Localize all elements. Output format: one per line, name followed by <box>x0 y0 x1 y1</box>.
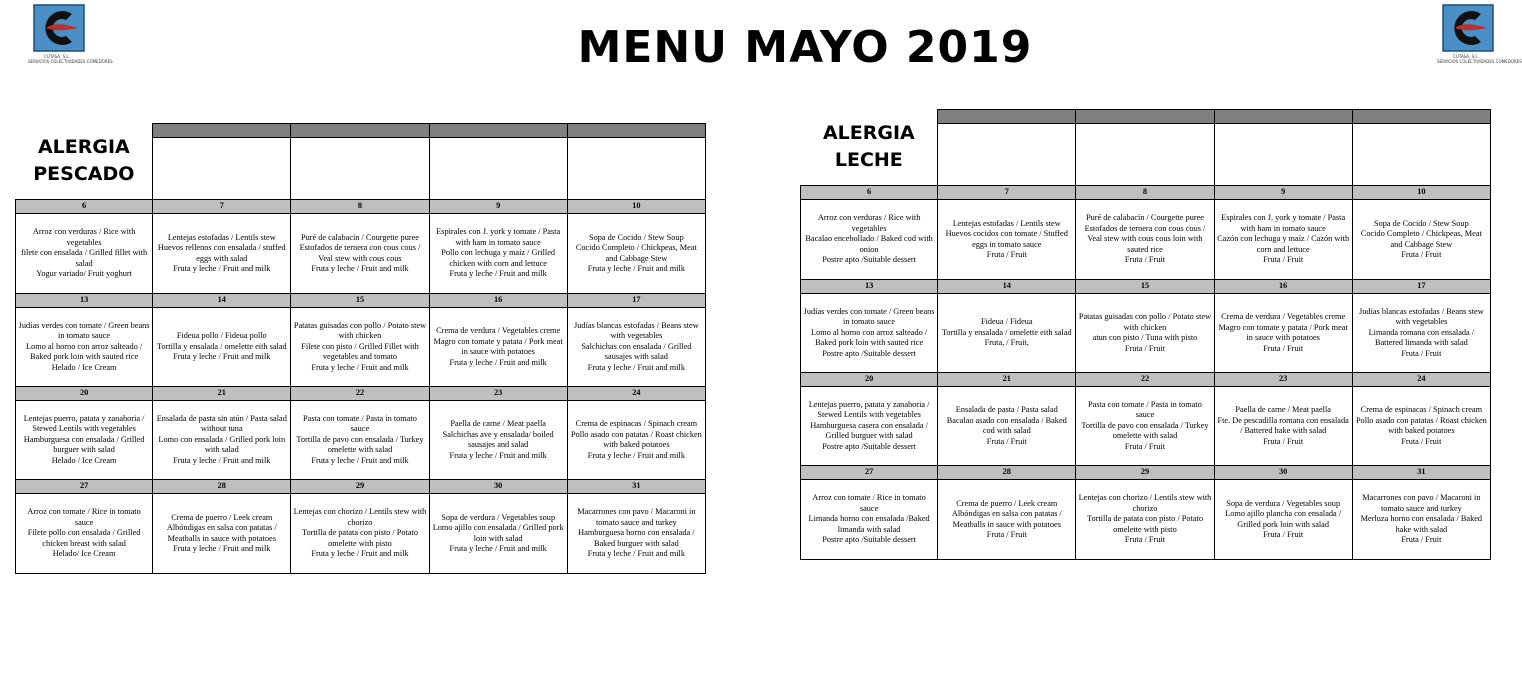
first-course: Crema de verdura / Vegetables creme <box>1221 312 1346 321</box>
meal-cell <box>1076 480 1214 560</box>
header-bar-cell <box>938 110 1076 124</box>
dessert: Fruta / Fruit <box>986 436 1027 446</box>
day-number: 15 <box>291 294 429 308</box>
company-logo-left <box>28 4 113 66</box>
first-course: Crema de espinacas / Spinach cream <box>575 419 698 428</box>
day-number: 22 <box>1076 373 1214 387</box>
blank-header-cell <box>1214 124 1352 186</box>
dessert: Fruta / Fruit <box>1401 436 1442 446</box>
day-number: 7 <box>938 186 1076 200</box>
second-course: Lomo ajillo plancha con ensalada / Grilled pork loin with salad <box>1225 509 1342 529</box>
day-number: 28 <box>153 480 291 494</box>
dessert: Fruta y leche / Fruit and milk <box>311 362 409 372</box>
dessert: Fruta / Fruit <box>1124 441 1166 451</box>
second-course: Tortilla y ensalada / omelette eith salad <box>941 327 1072 337</box>
day-number: 14 <box>938 280 1076 294</box>
dessert: Fruta y leche / Fruit and milk <box>173 544 271 553</box>
day-number: 30 <box>429 480 567 494</box>
allergy-label-line: ALERGIA <box>37 136 130 159</box>
dessert: Fruta / Fruit <box>1124 535 1166 545</box>
day-number: 30 <box>1214 466 1352 480</box>
blank-header-cell <box>938 124 1076 186</box>
blank-header-cell <box>153 138 291 200</box>
second-course: Lomo con ensalada / Grilled pork loin with salad <box>158 434 286 455</box>
menu-table-milk-allergy <box>800 109 1491 560</box>
second-course: Lomo ajillo con ensalada / Grilled pork loin with salad <box>432 523 564 543</box>
day-number: 29 <box>1076 466 1214 480</box>
meal-cell <box>291 494 429 574</box>
logo-brand: CUTASA, S.L. <box>44 54 70 59</box>
second-course: Hamburguesa horno con ensalada / Baked burguer with salad <box>578 528 695 548</box>
cutasa-logo-icon <box>28 4 86 54</box>
header-bar-cell <box>291 124 429 138</box>
dessert: Postre apto /Suitable dessert <box>822 535 916 545</box>
blank-header-cell <box>1076 124 1214 186</box>
page-title: MENU MAYO 2019 <box>577 22 1033 73</box>
day-number: 7 <box>153 200 291 214</box>
second-course: Tortilla de patata con pisto / Potato omelette with pisto <box>301 528 418 548</box>
second-course: Salchichas ave y ensalada/ boiled sausajes and salad <box>442 429 554 449</box>
dessert: Fruta y leche / Fruit and milk <box>587 450 685 460</box>
day-number: 8 <box>291 200 429 214</box>
dessert: Fruta y leche / Fruit and milk <box>449 450 547 460</box>
first-course: Fideua pollo / Fideua pollo <box>176 331 267 341</box>
meal-cell <box>801 480 938 560</box>
header-bar-cell <box>1214 110 1352 124</box>
meal-cell <box>291 401 429 480</box>
first-course: Lentejas puerro, patata y zanahoria / Stewed Lentils with vegetables <box>23 413 145 434</box>
header-bar-cell <box>1076 110 1214 124</box>
day-number: 23 <box>429 387 567 401</box>
dessert: Postre apto /Suitable dessert <box>822 441 916 451</box>
dessert: Helado / Ice Cream <box>51 455 117 465</box>
meal-cell <box>16 308 153 387</box>
first-course: Macarrones con pavo / Macaroni in tomato sauce and turkey <box>1362 493 1481 513</box>
blank-header-cell <box>291 138 429 200</box>
logo-tagline: SERVICIOS COLECTIVIDADES COMEDORES <box>1437 59 1522 64</box>
meal-cell <box>1214 200 1352 280</box>
day-number: 13 <box>16 294 153 308</box>
meal-cell <box>291 308 429 387</box>
allergy-label <box>801 110 938 186</box>
dessert: Fruta y leche / Fruit and milk <box>449 269 547 279</box>
dessert: Fruta y leche / Fruit and milk <box>311 264 409 273</box>
first-course: Ensalada de pasta / Pasta salad <box>955 405 1058 414</box>
meal-cell <box>1214 294 1352 373</box>
first-course: Sopa de Cocido / Stew Soup <box>1374 218 1469 228</box>
first-course: Sopa de Cocido / Stew Soup <box>589 232 684 242</box>
first-course: Crema de verdura / Vegetables creme <box>436 326 561 335</box>
dessert: Postre apto /Suitable dessert <box>822 255 916 265</box>
dessert: Fruta / Fruit <box>1124 255 1166 265</box>
dessert: Fruta / Fruit <box>1401 250 1442 259</box>
dessert: Fruta / Fruit <box>1401 535 1442 545</box>
meal-cell <box>16 401 153 480</box>
meal-cell <box>1076 200 1214 280</box>
second-course: Limanda horno con ensalada /Baked limanda with salad <box>808 514 930 534</box>
second-course: Albóndigas en salsa con patatas / Meatballs in sauce with potatoes <box>951 509 1062 529</box>
first-course: Sopa de verdura / Vegetables soup <box>441 512 556 522</box>
dessert: Yogur variado/ Fruit yoghurt <box>36 269 132 279</box>
meal-cell <box>16 214 153 294</box>
meal-cell <box>153 401 291 480</box>
first-course: Pasta con tomate / Pasta in tomato sauce <box>1088 399 1202 420</box>
company-logo-right <box>1437 4 1522 66</box>
day-number: 8 <box>1076 186 1214 200</box>
logo-brand: CUTASA, S.L. <box>1453 54 1479 59</box>
second-course: Tortilla de patata con pisto / Potato omelette with pisto <box>1086 514 1203 534</box>
meal-cell <box>429 308 567 387</box>
dessert: Fruta y leche / Fruit and milk <box>587 264 685 273</box>
first-course: Crema de puerro / Leek cream <box>171 512 273 522</box>
day-number: 16 <box>429 294 567 308</box>
meal-cell <box>16 494 153 574</box>
blank-header-cell <box>567 138 705 200</box>
first-course: Pasta con tomate / Pasta in tomato sauce <box>303 413 417 434</box>
second-course: Pollo asado con patatas / Roast chicken with baked potatoes <box>1355 415 1487 435</box>
day-number: 14 <box>153 294 291 308</box>
meal-cell <box>567 308 705 387</box>
blank-header-cell <box>1352 124 1490 186</box>
dessert: Fruta / Fruit <box>1124 343 1166 353</box>
day-number: 15 <box>1076 280 1214 294</box>
day-number: 24 <box>567 387 705 401</box>
second-course: Hamburguesa con ensalada / Grilled burguer with salad <box>23 434 145 455</box>
dessert: Fruta y leche / Fruit and milk <box>449 357 547 367</box>
day-number: 10 <box>567 200 705 214</box>
first-course: Fideua / Fideua <box>980 317 1033 327</box>
second-course: Huevos rellenos con ensalada / stuffed eggs with salad <box>157 243 286 263</box>
meal-cell <box>429 494 567 574</box>
first-course: Crema de espinacas / Spinach cream <box>1360 405 1483 414</box>
day-number: 17 <box>1352 280 1490 294</box>
meal-cell <box>291 214 429 294</box>
meal-cell <box>567 401 705 480</box>
dessert: Fruta y leche / Fruit and milk <box>311 549 409 559</box>
first-course: Paella de carne / Meat paella <box>1235 405 1331 414</box>
second-course: Cocido Completo / Chickpeas, Meat and Cabbage Stew <box>1360 229 1482 249</box>
meal-cell <box>1352 387 1490 466</box>
first-course: Judías blancas estofadas / Beans stew with vegetables <box>574 320 699 341</box>
day-number: 6 <box>801 186 938 200</box>
dessert: Fruta / Fruit <box>986 250 1027 259</box>
dessert: Helado / Ice Cream <box>51 362 117 372</box>
first-course: Macarrones con pavo / Macaroni in tomato sauce and turkey <box>577 507 696 527</box>
meal-cell <box>1076 387 1214 466</box>
first-course: Patatas guisadas con pollo / Potato stew with chicken <box>1078 312 1212 332</box>
second-course: Filete con pisto / Grilled Fillet with vegetables and tomato <box>301 341 419 362</box>
second-course: Magro con tomate y patata / Pork meat in sauce with potatoes <box>433 336 563 356</box>
header-bar-cell <box>567 124 705 138</box>
second-course: Tortilla de pavo con ensalada / Turkey omelette with salad <box>296 434 424 455</box>
first-course: Lentejas con chorizo / Lentils stew with chorizo <box>1078 493 1212 513</box>
day-number: 31 <box>567 480 705 494</box>
day-number: 31 <box>1352 466 1490 480</box>
second-course: atun con pisto / Tuna with pisto <box>1092 333 1198 342</box>
day-number: 9 <box>1214 186 1352 200</box>
day-number: 6 <box>16 200 153 214</box>
allergy-label-line: ALERGIA <box>822 122 915 145</box>
day-number: 10 <box>1352 186 1490 200</box>
day-number: 13 <box>801 280 938 294</box>
meal-cell <box>938 294 1076 373</box>
second-course: Salchichas con ensalada / Grilled sausajes with salad <box>581 341 692 362</box>
header-bar-cell <box>153 124 291 138</box>
second-course: Limanda romana con ensalada / Battered limanda with salad <box>1368 327 1475 348</box>
blank-header-cell <box>429 138 567 200</box>
meal-cell <box>801 387 938 466</box>
second-course: Albóndigas en salsa con patatas / Meatballs in sauce with potatoes <box>166 523 277 543</box>
first-course: Puré de calabacín / Courgette puree <box>1085 213 1204 223</box>
meal-cell <box>567 214 705 294</box>
allergy-label-line: PESCADO <box>33 163 135 186</box>
meal-cell <box>1352 480 1490 560</box>
dessert: Fruta y leche / Fruit and milk <box>587 549 685 559</box>
second-course: Cazón con lechuga y maíz / Cazón with corn and lettuce <box>1217 234 1350 254</box>
day-number: 21 <box>153 387 291 401</box>
second-course: Huevos cocidos con tomate / Stuffed eggs in tomato sauce <box>945 229 1068 249</box>
meal-cell <box>938 480 1076 560</box>
meal-cell <box>1214 387 1352 466</box>
meal-cell <box>153 214 291 294</box>
second-course: Hamburguesa casera con ensalada / Grilled burguer with salad <box>810 420 928 441</box>
dessert: Fruta / Fruit <box>1401 348 1442 358</box>
first-course: Judías verdes con tomate / Green beans in tomato sauce <box>803 306 935 327</box>
dessert: Fruta y leche / Fruit and milk <box>311 455 409 465</box>
first-course: Arroz con tomate / Rice in tomato sauce <box>27 507 141 527</box>
menu-table-fish-allergy <box>15 123 706 574</box>
dessert: Fruta / Fruit <box>986 530 1027 539</box>
first-course: Arroz con verduras / Rice with vegetables <box>817 213 921 233</box>
second-course: Filete pollo con ensalada / Grilled chicken breast with salad <box>27 528 141 548</box>
day-number: 9 <box>429 200 567 214</box>
first-course: Judías blancas estofadas / Beans stew with vegetables <box>1359 306 1484 327</box>
meal-cell <box>801 200 938 280</box>
second-course: Lomo al horno con arroz salteado / Baked pork loin with sauted rice <box>26 341 143 362</box>
second-course: Bacalao encebollado / Baked cod with onion <box>805 234 933 254</box>
day-number: 27 <box>801 466 938 480</box>
day-number: 20 <box>16 387 153 401</box>
second-course: Cocido Completo / Chickpeas, Meat and Cabbage Stew <box>575 243 697 263</box>
dessert: Fruta y leche / Fruit and milk <box>173 455 271 465</box>
meal-cell <box>801 294 938 373</box>
dessert: Helado/ Ice Cream <box>52 549 116 559</box>
meal-cell <box>938 387 1076 466</box>
header-bar-cell <box>1352 110 1490 124</box>
day-number: 16 <box>1214 280 1352 294</box>
header-bar-cell <box>429 124 567 138</box>
second-course: Bacalao asado con ensalada / Baked cod with salad <box>946 415 1067 435</box>
second-course: Tortilla y ensalada / omelette eith salad <box>156 341 287 351</box>
allergy-label-line: LECHE <box>834 149 903 172</box>
meal-cell <box>1352 200 1490 280</box>
second-course: Estofados de ternera con cous cous / Veal stew with cous cous <box>299 243 421 263</box>
first-course: Lentejas con chorizo / Lentils stew with chorizo <box>293 507 427 527</box>
dessert: Fruta y leche / Fruit and milk <box>449 544 547 553</box>
day-number: 20 <box>801 373 938 387</box>
meal-cell <box>1352 294 1490 373</box>
second-course: Merluza horno con ensalada / Baked hake with salad <box>1360 514 1483 534</box>
day-number: 24 <box>1352 373 1490 387</box>
day-number: 27 <box>16 480 153 494</box>
dessert: Postre apto /Suitable dessert <box>822 348 916 358</box>
meal-cell <box>429 214 567 294</box>
dessert: Fruta y leche / Fruit and milk <box>587 362 685 372</box>
dessert: Fruta / Fruit <box>1263 530 1304 539</box>
first-course: Lentejas puerro, patata y zanahoria / Stewed Lentils with vegetables <box>808 399 930 420</box>
logo-tagline: SERVICIOS COLECTIVIDADES COMEDORES <box>28 59 113 64</box>
second-course: Lomo al horno con arroz salteado / Baked pork loin with sauted rice <box>811 327 928 348</box>
dessert: Fruta y leche / Fruit and milk <box>173 264 271 273</box>
first-course: Judías verdes con tomate / Green beans in tomato sauce <box>18 320 150 341</box>
day-number: 22 <box>291 387 429 401</box>
first-course: Arroz con verduras / Rice with vegetables <box>32 227 136 247</box>
first-course: Lentejas estofadas / Lentils stew <box>167 232 276 242</box>
meal-cell <box>153 494 291 574</box>
cutasa-logo-icon <box>1437 4 1495 54</box>
day-number: 17 <box>567 294 705 308</box>
meal-cell <box>429 401 567 480</box>
allergy-label <box>16 124 153 200</box>
second-course: Magro con tomate y patata / Pork meat in sauce with potatoes <box>1218 322 1348 342</box>
dessert: Fruta, / Fruit, <box>984 338 1029 348</box>
dessert: Fruta / Fruit <box>1263 255 1304 265</box>
meal-cell <box>938 200 1076 280</box>
second-course: Fte. De pescadilla romana con ensalada / Battered hake with salad <box>1217 415 1349 435</box>
dessert: Fruta / Fruit <box>1263 436 1304 446</box>
meal-cell <box>1076 294 1214 373</box>
first-course: Lentejas estofadas / Lentils stew <box>952 218 1061 228</box>
first-course: Espirales con J. york y tomate / Pasta with ham in tomato sauce <box>1221 213 1346 233</box>
day-number: 21 <box>938 373 1076 387</box>
second-course: filete con ensalada / Grilled fillet with salad <box>20 248 148 268</box>
dessert: Fruta y leche / Fruit and milk <box>173 352 271 362</box>
first-course: Sopa de verdura / Vegetables soup <box>1226 498 1341 508</box>
first-course: Crema de puerro / Leek cream <box>956 498 1058 508</box>
dessert: Fruta / Fruit <box>1263 343 1304 353</box>
day-number: 23 <box>1214 373 1352 387</box>
day-number: 29 <box>291 480 429 494</box>
first-course: Paella de carne / Meat paella <box>450 419 546 428</box>
first-course: Arroz con tomate / Rice in tomato sauce <box>812 493 926 513</box>
meal-cell <box>153 308 291 387</box>
second-course: Tortilla de pavo con ensalada / Turkey omelette with salad <box>1081 420 1209 441</box>
second-course: Pollo con lechuga y maíz / Grilled chicken with corn and lettuce <box>441 248 556 268</box>
first-course: Puré de calabacín / Courgette puree <box>300 232 419 242</box>
day-number: 28 <box>938 466 1076 480</box>
first-course: Patatas guisadas con pollo / Potato stew with chicken <box>293 320 427 341</box>
meal-cell <box>1214 480 1352 560</box>
second-course: Pollo asado con patatas / Roast chicken with baked potatoes <box>570 429 702 449</box>
second-course: Estofados de ternera con cous cous / Veal stew with cous cous loin with sauted rice <box>1084 223 1206 254</box>
meal-cell <box>567 494 705 574</box>
first-course: Espirales con J. york y tomate / Pasta with ham in tomato sauce <box>436 227 561 247</box>
first-course: Ensalada de pasta sin atún / Pasta salad without tuna <box>156 413 287 434</box>
